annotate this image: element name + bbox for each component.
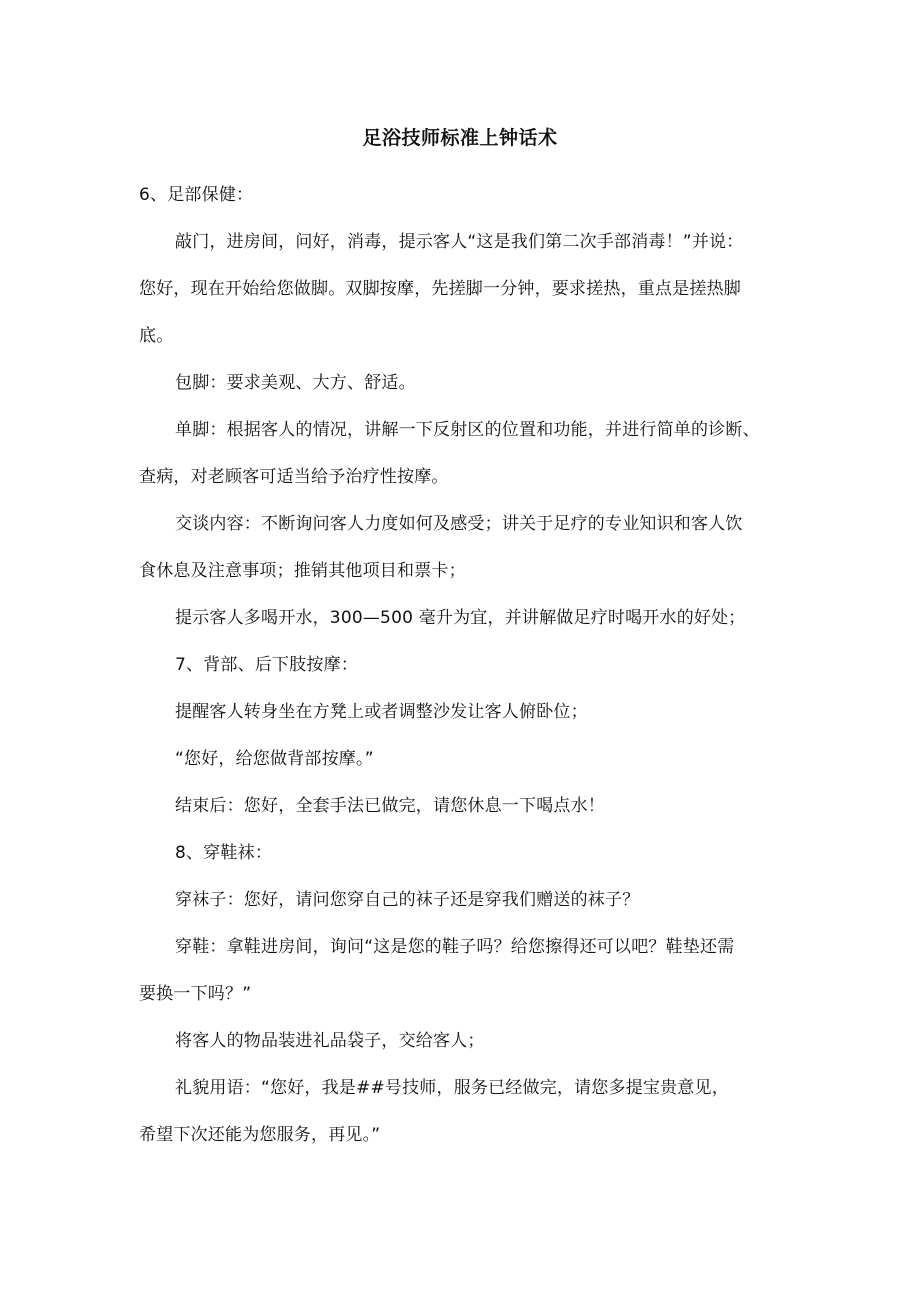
paragraph-line: 单脚：根据客人的情况，讲解一下反射区的位置和功能，并进行简单的诊断、 [175, 420, 760, 440]
paragraph-line: 结束后：您好，全套手法已做完，请您休息一下喝点水！ [175, 796, 605, 816]
paragraph-line: 提醒客人转身坐在方凳上或者调整沙发让客人俯卧位； [175, 702, 588, 722]
paragraph-line: “您好，给您做背部按摩。” [175, 749, 374, 769]
paragraph-line: 希望下次还能为您服务，再见。” [139, 1125, 381, 1145]
paragraph-line: 包脚：要求美观、大方、舒适。 [175, 373, 416, 393]
paragraph-line: 食休息及注意事项；推销其他项目和票卡； [139, 561, 466, 581]
paragraph-line: 您好，现在开始给您做脚。双脚按摩，先搓脚一分钟，要求搓热，重点是搓热脚 [139, 279, 741, 299]
paragraph-line: 礼貌用语：“您好，我是##号技师，服务已经做完，请您多提宝贵意见， [175, 1078, 729, 1098]
paragraph-line: 穿袜子：您好，请问您穿自己的袜子还是穿我们赠送的袜子？ [175, 890, 640, 910]
paragraph-line: 要换一下吗？” [139, 984, 252, 1004]
paragraph-line: 将客人的物品装进礼品袋子，交给客人； [175, 1031, 485, 1051]
section-heading-7: 7、背部、后下肢按摩： [175, 655, 359, 675]
paragraph-line: 敲门，进房间，问好，消毒，提示客人“这是我们第二次手部消毒！”并说： [175, 232, 744, 252]
paragraph-line: 底。 [139, 326, 174, 346]
paragraph-line: 查病，对老顾客可适当给予治疗性按摩。 [139, 467, 449, 487]
paragraph-line: 提示客人多喝开水，300—500 毫升为宜，并讲解做足疗时喝开水的好处； [175, 608, 746, 628]
document-title: 足浴技师标准上钟话术 [362, 127, 558, 149]
paragraph-line: 穿鞋：拿鞋进房间，询问“这是您的鞋子吗？给您擦得还可以吧？鞋垫还需 [175, 937, 735, 957]
paragraph-line: 交谈内容：不断询问客人力度如何及感受；讲关于足疗的专业知识和客人饮 [175, 514, 743, 534]
section-heading-8: 8、穿鞋袜： [175, 843, 273, 863]
document-body [139, 172, 804, 1159]
section-heading-6: 6、足部保健： [139, 185, 254, 205]
